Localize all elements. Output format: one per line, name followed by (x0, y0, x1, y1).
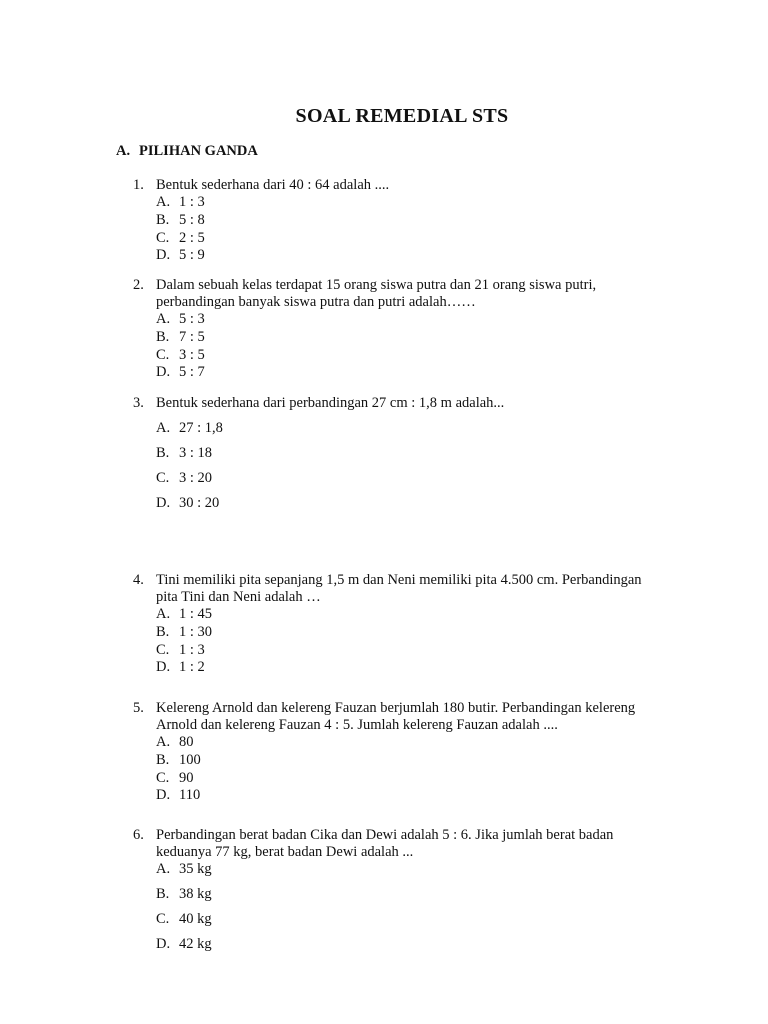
option-text: 1 : 3 (179, 194, 205, 210)
option-text: 30 : 20 (179, 495, 220, 511)
option-list (156, 194, 693, 265)
option-list (156, 416, 693, 516)
option-list (156, 311, 693, 382)
option-letter: D. (156, 247, 171, 264)
section-label: PILIHAN GANDA (139, 143, 258, 159)
option-text: 110 (179, 787, 201, 804)
question-line: Bentuk sederhana dari 40 : 64 adalah .... (156, 177, 390, 193)
option-d (156, 364, 693, 382)
question-5 (133, 700, 693, 805)
option-text: 1 : 45 (179, 606, 213, 622)
option-letter: A. (156, 311, 171, 327)
question-4 (133, 572, 693, 677)
section-heading (116, 143, 258, 160)
option-text: 38 kg (179, 886, 212, 902)
option-b (156, 752, 693, 770)
option-text: 80 (179, 734, 194, 750)
question-line: Dalam sebuah kelas terdapat 15 orang siswa putra dan 21 orang siswa putri, (156, 277, 597, 293)
question-text (156, 572, 693, 606)
option-letter: B. (156, 886, 170, 902)
option-text: 5 : 9 (179, 247, 205, 264)
option-b (156, 329, 693, 347)
option-a (156, 311, 693, 329)
option-list (156, 734, 693, 805)
question-line: Tini memiliki pita sepanjang 1,5 m dan Neni memiliki pita 4.500 cm. Perbandingan (156, 572, 642, 588)
question-line: perbandingan banyak siswa putra dan putri adalah…… (156, 294, 476, 310)
question-2 (133, 277, 693, 382)
option-letter: B. (156, 445, 170, 461)
option-c (156, 466, 693, 491)
question-line: Kelereng Arnold dan kelereng Fauzan berjumlah 180 butir. Perbandingan kelereng (156, 700, 636, 716)
option-a (156, 606, 693, 624)
option-list (156, 606, 693, 677)
option-b (156, 624, 693, 642)
question-number: 3. (133, 395, 144, 411)
option-d (156, 932, 693, 957)
option-letter: D. (156, 495, 171, 511)
question-number: 4. (133, 572, 144, 588)
option-text: 1 : 2 (179, 659, 205, 676)
option-text: 7 : 5 (179, 328, 205, 345)
question-line: Arnold dan kelereng Fauzan 4 : 5. Jumlah kelereng Fauzan adalah .... (156, 717, 558, 733)
question-line: pita Tini dan Neni adalah … (156, 589, 321, 605)
option-text: 40 kg (179, 911, 212, 927)
option-list (156, 857, 693, 957)
option-letter: D. (156, 364, 171, 381)
question-number: 1. (133, 177, 144, 193)
option-letter: C. (156, 229, 170, 246)
section-letter: A. (116, 143, 131, 159)
option-c (156, 770, 693, 788)
option-b (156, 212, 693, 230)
option-letter: D. (156, 787, 171, 804)
option-d (156, 491, 693, 516)
option-text: 3 : 20 (179, 470, 213, 486)
question-1 (133, 177, 693, 265)
option-letter: B. (156, 328, 170, 345)
question-text (156, 827, 693, 861)
option-letter: C. (156, 641, 170, 658)
question-line: Perbandingan berat badan Cika dan Dewi adalah 5 : 6. Jika jumlah berat badan (156, 827, 614, 843)
question-number: 6. (133, 827, 144, 843)
option-letter: C. (156, 470, 170, 486)
question-line: keduanya 77 kg, berat badan Dewi adalah ... (156, 844, 414, 860)
question-number: 5. (133, 700, 144, 716)
option-b (156, 441, 693, 466)
question-6 (133, 827, 693, 957)
option-text: 1 : 3 (179, 641, 205, 658)
option-text: 90 (179, 769, 194, 786)
option-text: 1 : 30 (179, 623, 213, 640)
option-letter: D. (156, 659, 171, 676)
option-c (156, 907, 693, 932)
option-letter: A. (156, 194, 171, 210)
option-c (156, 230, 693, 248)
option-letter: A. (156, 606, 171, 622)
option-letter: C. (156, 769, 170, 786)
question-text (156, 277, 693, 311)
option-letter: A. (156, 734, 171, 750)
option-text: 42 kg (179, 936, 212, 952)
option-a (156, 734, 693, 752)
option-a (156, 194, 693, 212)
question-3 (133, 395, 693, 516)
option-text: 27 : 1,8 (179, 420, 223, 436)
question-text (156, 700, 693, 734)
question-line: Bentuk sederhana dari perbandingan 27 cm : 1,8 m adalah... (156, 395, 505, 411)
option-d (156, 247, 693, 265)
option-letter: B. (156, 751, 170, 768)
option-a (156, 416, 693, 441)
option-letter: A. (156, 861, 171, 877)
option-letter: D. (156, 936, 171, 952)
option-letter: B. (156, 211, 170, 228)
option-text: 5 : 8 (179, 211, 205, 228)
page-title: SOAL REMEDIAL STS (295, 105, 509, 127)
option-letter: C. (156, 346, 170, 363)
option-text: 5 : 7 (179, 364, 205, 381)
option-letter: C. (156, 911, 170, 927)
option-letter: B. (156, 623, 170, 640)
question-text (156, 177, 693, 194)
option-c (156, 642, 693, 660)
question-text (156, 395, 693, 412)
option-d (156, 659, 693, 677)
option-letter: A. (156, 420, 171, 436)
option-text: 5 : 3 (179, 311, 205, 327)
option-text: 3 : 5 (179, 346, 205, 363)
option-d (156, 787, 693, 805)
question-number: 2. (133, 277, 144, 293)
option-c (156, 347, 693, 365)
option-text: 100 (179, 751, 201, 768)
option-text: 3 : 18 (179, 445, 213, 461)
option-b (156, 882, 693, 907)
option-text: 2 : 5 (179, 229, 205, 246)
option-text: 35 kg (179, 861, 212, 877)
